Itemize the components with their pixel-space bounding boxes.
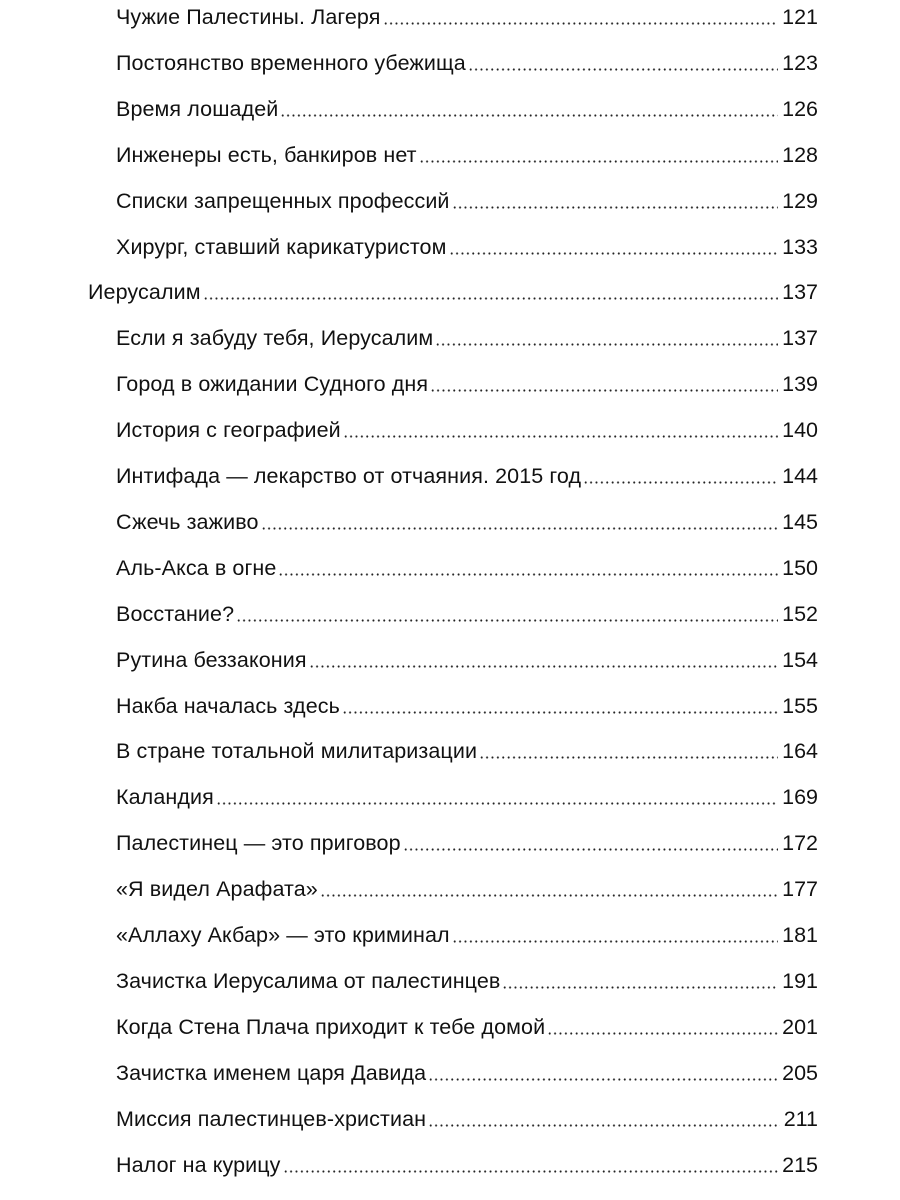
toc-chapter-entry <box>116 782 818 812</box>
toc-entry-page-number: 191 <box>782 968 818 993</box>
toc-chapter-entry <box>116 645 818 675</box>
toc-chapter-entry <box>116 94 818 124</box>
toc-section-entry <box>88 277 818 307</box>
toc-entry-title: Хирург, ставший карикатуристом <box>116 234 447 259</box>
dot-leader <box>320 894 778 897</box>
dot-leader <box>280 114 778 117</box>
dot-leader <box>236 619 778 622</box>
toc-entry-title: Рутина беззакония <box>116 647 307 672</box>
toc-entry-title: Чужие Палестины. Лагеря <box>116 5 381 29</box>
dot-leader <box>309 665 779 668</box>
toc-chapter-entry <box>116 415 818 445</box>
toc-entry-page-number: 201 <box>782 1014 818 1039</box>
toc-entry-page-number: 154 <box>782 647 818 672</box>
toc-chapter-entry <box>116 874 818 904</box>
toc-entry-title: Каландия <box>116 785 214 810</box>
toc-entry-page-number: 123 <box>782 50 818 75</box>
toc-entry-title: Город в ожидании Судного дня <box>116 372 429 397</box>
dot-leader <box>419 160 779 163</box>
toc-entry-page-number: 215 <box>782 1152 818 1177</box>
toc-chapter-entry <box>116 2 818 32</box>
toc-chapter-entry <box>116 599 818 629</box>
toc-entry-page-number: 140 <box>782 418 818 443</box>
toc-entry-page-number: 150 <box>782 555 818 580</box>
toc-chapter-entry <box>116 369 818 399</box>
dot-leader <box>278 573 778 576</box>
toc-chapter-entry <box>116 1012 818 1042</box>
dot-leader <box>435 343 778 346</box>
toc-entry-page-number: 205 <box>782 1060 818 1085</box>
toc-entry-title: Аль-Акса в огне <box>116 555 277 580</box>
toc-entry-title: «Аллаху Акбар» — это криминал <box>116 923 450 947</box>
toc-entry-page-number: 145 <box>782 509 818 534</box>
toc-entry-title: Сжечь заживо <box>116 509 259 534</box>
toc-chapter-entry <box>116 1058 818 1088</box>
toc-entry-page-number: 155 <box>782 693 818 718</box>
dot-leader <box>547 1032 778 1035</box>
toc-entry-title: Миссия палестинцев-христиан <box>116 1106 427 1131</box>
dot-leader <box>216 802 778 805</box>
toc-entry-page-number: 211 <box>783 1106 818 1131</box>
toc-entry-title: В стране тотальной милитаризации <box>116 739 478 764</box>
toc-chapter-entry <box>116 553 818 583</box>
dot-leader <box>502 986 778 989</box>
toc-entry-title: Зачистка Иерусалима от палестинцев <box>116 968 501 993</box>
toc-entry-page-number: 164 <box>782 739 818 764</box>
dot-leader <box>343 435 778 438</box>
toc-entry-title: Когда Стена Плача приходит к тебе домой <box>116 1014 546 1039</box>
toc-entry-page-number: 137 <box>782 280 818 305</box>
toc-entry-title: Зачистка именем царя Давида <box>116 1060 427 1085</box>
toc-entry-title: Восстание? <box>116 601 235 626</box>
dot-leader <box>452 940 778 943</box>
toc-entry-page-number: 152 <box>782 601 818 626</box>
toc-chapter-entry <box>116 507 818 537</box>
toc-entry-page-number: 129 <box>782 188 818 213</box>
toc-entry-page-number: 121 <box>782 5 818 29</box>
toc-chapter-entry <box>116 828 818 858</box>
toc-entry-page-number: 169 <box>782 785 818 810</box>
toc-entry-page-number: 172 <box>782 831 818 856</box>
dot-leader <box>283 1170 779 1173</box>
dot-leader <box>430 389 778 392</box>
toc-entry-page-number: 144 <box>782 464 818 488</box>
toc-entry-title: Иерусалим <box>88 280 201 305</box>
dot-leader <box>261 527 779 530</box>
dot-leader <box>583 481 778 484</box>
toc-entry-page-number: 137 <box>782 326 818 351</box>
dot-leader <box>449 252 779 255</box>
toc-entry-page-number: 126 <box>782 96 818 121</box>
toc-entry-title: История с географией <box>116 418 341 443</box>
toc-entry-page-number: 181 <box>782 923 818 947</box>
toc-entry-title: «Я видел Арафата» <box>116 877 318 902</box>
toc-chapter-entry <box>116 691 818 721</box>
toc-entry-page-number: 133 <box>782 234 818 259</box>
toc-entry-title: Если я забуду тебя, Иерусалим <box>116 326 434 351</box>
toc-entry-page-number: 177 <box>782 877 818 902</box>
dot-leader <box>428 1078 778 1081</box>
toc-chapter-entry <box>116 920 818 950</box>
toc-entry-title: Налог на курицу <box>116 1152 281 1177</box>
dot-leader <box>479 756 778 759</box>
dot-leader <box>468 68 778 71</box>
dot-leader <box>403 848 778 851</box>
toc-chapter-entry <box>116 323 818 353</box>
toc-chapter-entry <box>116 461 818 491</box>
toc-entry-page-number: 128 <box>782 142 818 167</box>
toc-chapter-entry <box>116 186 818 216</box>
toc-entry-title: Постоянство временного убежища <box>116 50 466 75</box>
dot-leader <box>452 206 779 209</box>
toc-chapter-entry <box>116 232 818 262</box>
toc-chapter-entry <box>116 48 818 78</box>
toc-entry-page-number: 139 <box>782 372 818 397</box>
toc-entry-title: Палестинец — это приговор <box>116 831 401 856</box>
dot-leader <box>342 711 778 714</box>
toc-entry-title: Интифада — лекарство от отчаяния. 2015 год <box>116 464 582 488</box>
dot-leader <box>203 297 779 300</box>
toc-entry-title: Время лошадей <box>116 96 279 121</box>
toc-chapter-entry <box>116 1150 818 1180</box>
toc-chapter-entry <box>116 140 818 170</box>
toc-chapter-entry <box>116 1104 818 1134</box>
toc-entry-title: Инженеры есть, банкиров нет <box>116 142 417 167</box>
dot-leader <box>383 22 779 25</box>
toc-chapter-entry <box>116 966 818 996</box>
toc-chapter-entry <box>116 736 818 766</box>
dot-leader <box>428 1124 780 1127</box>
toc-entry-title: Накба началась здесь <box>116 693 340 718</box>
toc-entry-title: Списки запрещенных профессий <box>116 188 450 213</box>
